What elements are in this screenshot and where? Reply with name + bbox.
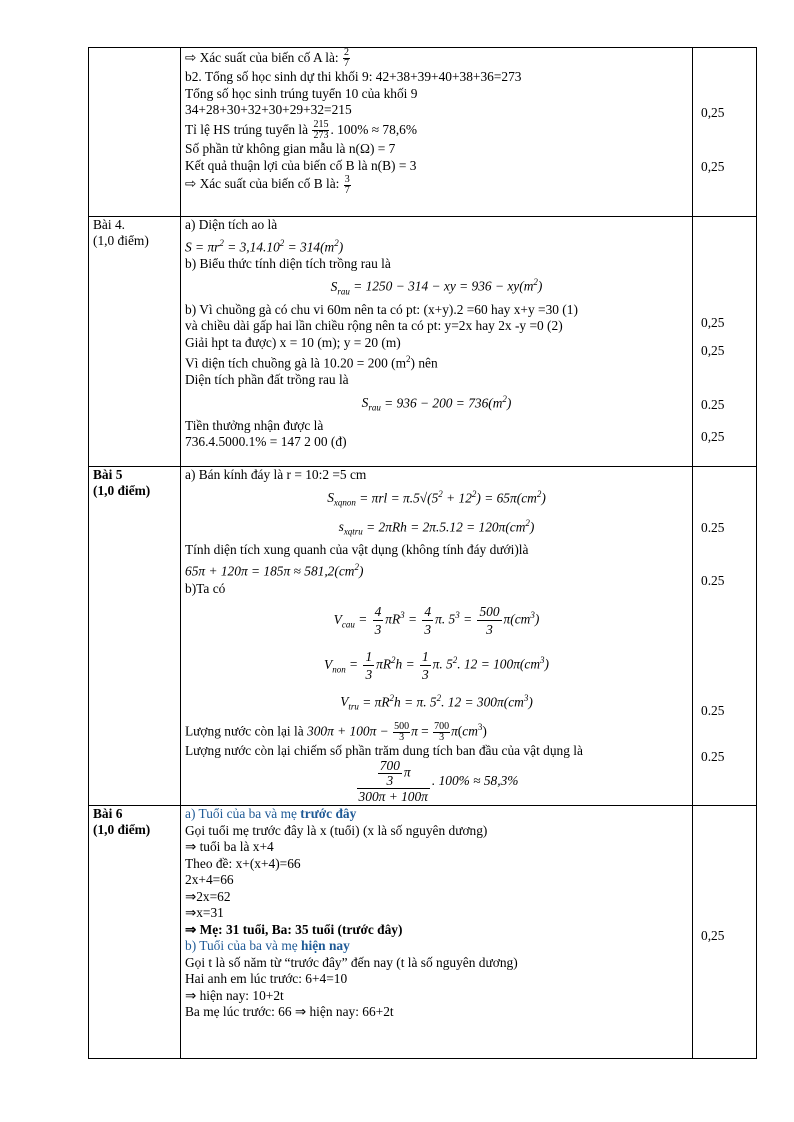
bai4-b6-eq: $S_{rau} = 936 - 200 = 736(m^2)$ — [361, 393, 512, 413]
row2-label-cell — [89, 217, 181, 467]
bai5-eq1: $S_{xqnon} = \pi rl = \pi.5√(5^2 + 12^2) = 65\pi(cm^2)$ — [327, 488, 546, 508]
bai5-c-eq: $65\pi + 120\pi = 185\pi \approx 581,2(cm^2)$ — [185, 562, 364, 579]
bai5-pct-text: Lượng nước còn lại chiếm số phần trăm dung tích ban đầu của vật dụng là — [185, 742, 583, 758]
row4-score-cell — [693, 806, 757, 1059]
row4-label-cell — [89, 806, 181, 1059]
bai6-line: Ba mẹ lúc trước: 66 ⇒ hiện nay: 66+2t — [185, 1004, 394, 1020]
bai4-b-eq: $S_{rau} = 1250 - 314$ − xy = $936 - xy(m^2)$ — [330, 277, 543, 297]
row-bai3-continued — [89, 48, 757, 217]
row-bai4 — [89, 217, 757, 467]
bai4-b4-text: Giải hpt ta được) x = 10 (m); y = 20 (m) — [185, 334, 401, 350]
bai5-vnon: $V_{non}$ = $\frac{1}{3}$ $\pi R^2h$ = $\frac{1}{3}$ π. $5^2$. $12 = 100\pi(cm^3)$ — [324, 649, 549, 683]
favorable-text: Kết quả thuận lợi của biến cố B là n(B) = 3 — [185, 157, 417, 173]
bai6-line: ⇒ tuổi ba là x+4 — [185, 839, 274, 855]
row3-score-cell — [693, 467, 757, 806]
bai4-b3-text: và chiều dài gấp hai lần chiều rộng nên ta có pt: y=2x hay 2x -y =0 (2) — [185, 318, 563, 334]
score: 0.25 — [701, 573, 725, 588]
bai6-line: ⇒2x=62 — [185, 888, 231, 904]
row4-content: a) Tuổi của ba và mẹ trước đây Gọi tuổi mẹ trước đây là x (tuổi) (x là số nguyên dương) ⇒ tuổi ba là x+4 Theo đề: x+(x+4)=66 2x+4=66 ⇒2x=62 ⇒x=31 ⇒ Mẹ: 31 tuổi, Ba: 35 tuổi (trước đây) b) Tuổi của ba và mẹ hiện nay Gọi t là số năm từ “trước đây” đến nay (t là số nguyên dương) Hai anh em lúc trước: 6+4=10 ⇒ hiện nay: 10+2t Ba mẹ lúc trước: 66 ⇒ hiện nay: 66+2t — [181, 806, 693, 1059]
exercise-points: (1,0 điểm) — [93, 483, 151, 498]
row2-score-cell — [693, 217, 757, 467]
row1-content: ⇨ Xác suất của biến cố A là: $\frac{2}{7}$ b2. Tổng số học sinh dự thi khối 9: 42+38+39+40+38+36=273 Tổng số học sinh trúng tuyển 10 của khối 9 34+28+30+32+30+29+32=215 Tỉ lệ HS trúng tuyển là $\frac{215}{273}$ . 100% ≈ 78,6% Số phần tử không gian mẫu là n(Ω) = 7 Kết quả thuận lợi của biến cố B là n(B) = 3 ⇨ Xác suất của biến cố B là: $\frac{3}{7}$ — [181, 48, 693, 217]
bai6-line: ⇒x=31 — [185, 905, 224, 921]
bai4-b2-text: b) Vì chuồng gà có chu vi 60m nên ta có pt: (x+y).2 =60 hay x+y =30 (1) — [185, 301, 578, 317]
bai5-a-text: a) Bán kính đáy là r = 10:2 =5 cm — [185, 467, 367, 482]
bai5-pct-eq: $\frac{700}{3}$ π 300π + 100π . 100% ≈ 58,3% — [358, 758, 519, 805]
row1-label-cell — [89, 48, 181, 217]
score: 0,25 — [701, 343, 725, 358]
prob-a-text: ⇨ Xác suất của biến cố A là: — [185, 50, 342, 65]
score: 0.25 — [701, 749, 725, 764]
bai5-b-text: b)Ta có — [185, 580, 226, 596]
exercise-label: Bài 5 — [93, 467, 123, 482]
row-bai6 — [89, 806, 757, 1059]
row2-content — [181, 217, 693, 467]
ratio-text: Tỉ lệ HS trúng tuyển là — [185, 121, 312, 137]
row3-content — [181, 467, 693, 806]
bai6-result: ⇒ Mẹ: 31 tuổi, Ba: 35 tuổi (trước đây) — [185, 921, 403, 937]
bai4-b5-text: Vì diện tích chuồng gà là 10.20 = 200 $(m^2)$ nên — [185, 354, 438, 371]
sample-space-text: Số phần tử không gian mẫu là n(Ω) = 7 — [185, 141, 396, 157]
bai6-line: ⇒ hiện nay: 10+2t — [185, 987, 284, 1003]
score: 0.25 — [701, 397, 725, 412]
bai5-vcau: $V_{cau}$ = $\frac{4}{3}$ $\pi R^3$ = $\frac{4}{3}$ π. $5^3$ = $\frac{500}{3}$ $\pi(cm^3)$ — [333, 604, 540, 638]
bai5-vtru: $V_{tru} = \pi R^2h = \pi$. $5^2$. $12 = 300\pi(cm^3)$ — [340, 692, 533, 712]
ratio-frac: $\frac{215}{273}$ — [313, 119, 329, 142]
bai4-b8-text: 736.4.5000.1% = 147 2 00 (đ) — [185, 434, 347, 450]
bai5-c-text: Tính diện tích xung quanh của vật dụng (không tính đáy dưới)là — [185, 541, 529, 557]
bai4-b7-text: Tiền thưởng nhận được là — [185, 417, 324, 433]
bai4-a-eq: $S = \pi r^2 = 3,14.10^2 = 314(m^2)$ — [185, 237, 344, 254]
bai6-line: Hai anh em lúc trước: 6+4=10 — [185, 971, 348, 987]
exercise-points: (1,0 điểm) — [93, 233, 149, 248]
bai6-a-heading: a) Tuổi của ba và mẹ — [185, 806, 301, 822]
score: 0,25 — [701, 105, 725, 120]
exercise-points: (1,0 điểm) — [93, 822, 151, 838]
b2-text: b2. Tổng số học sinh dự thi khối 9: 42+38+39+40+38+36=273 — [185, 69, 522, 85]
bai5-rem: Lượng nước còn lại là 300π + 100π − $\frac{500}{3}$ π = $\frac{700}{3}$ $\pi(cm^3)$ — [185, 720, 487, 743]
row3-label-cell — [89, 467, 181, 806]
bai6-line: 2x+4=66 — [185, 872, 234, 888]
bai6-line: Gọi t là số năm từ “trước đây” đến nay (t là số nguyên dương) — [185, 954, 518, 970]
score: 0,25 — [701, 159, 725, 174]
exercise-label: Bài 6 — [93, 806, 123, 822]
bai6-line: Theo đề: x+(x+4)=66 — [185, 855, 301, 871]
bai6-line: Gọi tuổi mẹ trước đây là x (tuổi) (x là số nguyên dương) — [185, 822, 488, 838]
prob-b-text: ⇨ Xác suất của biến cố B là: — [185, 176, 343, 192]
bai4-a-text: a) Diện tích ao là — [185, 217, 278, 232]
score: 0.25 — [701, 520, 725, 535]
frac-b: $\frac{3}{7}$ — [344, 173, 350, 196]
row1-score-cell — [693, 48, 757, 217]
row-bai5 — [89, 467, 757, 806]
total-pass-sum: 34+28+30+32+30+29+32=215 — [185, 102, 352, 118]
total-pass-label: Tổng số học sinh trúng tuyển 10 của khối 9 — [185, 85, 418, 101]
score: 0,25 — [701, 429, 725, 444]
score: 0,25 — [701, 928, 725, 944]
bai5-eq2: $s_{xqtru} = 2\pi Rh = 2\pi.5.12 = 120\pi(cm^2)$ — [338, 517, 535, 537]
bai6-b-heading: b) Tuổi của ba và mẹ — [185, 938, 302, 954]
bai4-b-text: b) Biểu thức tính diện tích trồng rau là — [185, 255, 391, 271]
bai4-b6-text: Diện tích phần đất trồng rau là — [185, 372, 349, 388]
exercise-label: Bài 4. — [93, 217, 125, 232]
score: 0,25 — [701, 315, 725, 330]
score: 0.25 — [701, 703, 725, 718]
frac-a: $\frac{2}{7}$ — [343, 47, 349, 70]
answer-table — [88, 47, 757, 1059]
